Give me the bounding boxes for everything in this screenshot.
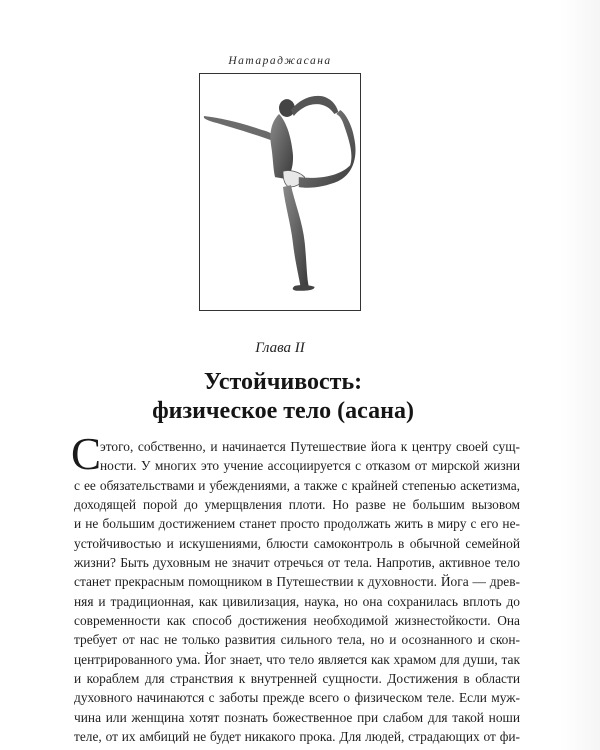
body-text: [74, 437, 520, 747]
text-line: центрированного ума. Йог знает, что тело является как храмом для души, так: [74, 651, 520, 667]
text-line: жизни? Быть духовным не значит отречься от тела. Напротив, активное тело: [74, 555, 520, 571]
chapter-title-line-2: физическое тело (асана): [152, 398, 414, 424]
chapter-title-line-1: Устойчивость:: [203, 369, 363, 395]
running-head: Натараджасана: [228, 55, 332, 67]
text-line: и кораблем для странствия к внутренней сущности. Достижения в области: [74, 671, 520, 687]
pose-photo: [199, 73, 361, 311]
text-line: требует от нас не только развития сильного тела, но и осознанного и скон-: [74, 632, 520, 648]
text-line: доходящей порой до умерщвления плоти. Но разве не большим вызовом: [74, 497, 520, 513]
yoga-pose-icon: [200, 74, 360, 310]
text-line: теле, от их амбиций не будет никакого прока. Для людей, страдающих от фи-: [74, 729, 520, 745]
text-line: и не большим достижением станет просто продолжать жить в миру с его не-: [74, 516, 520, 532]
text-line: с ее обязательствами и убеждениями, а также с крайней степенью аскетизма,: [74, 477, 520, 493]
text-line: станет прекрасным помощником в Путешествии к духовности. Йога — древ-: [74, 574, 520, 590]
scan-shadow: [560, 0, 600, 750]
drop-cap: С: [71, 429, 102, 479]
text-line: этого, собственно, и начинается Путешествие йога к центру своей сущ-: [100, 439, 520, 454]
chapter-title: [0, 368, 566, 426]
text-line: няя и традиционная, как цивилизация, наука, но она сохранилась вплоть до: [74, 593, 520, 609]
text-line: ности. У многих это учение ассоциируется с отказом от мирской жизни: [100, 458, 520, 474]
text-line: духовного начинаются с заботы прежде всего о физическом теле. Если муж-: [74, 690, 520, 706]
text-line: устойчивостью и искушениями, блюсти самоконтроль в обычной семейной: [74, 535, 520, 551]
text-line: современности как способ достижения необходимой жизнестойкости. Она: [74, 613, 520, 629]
text-line: чина или женщина хотят познать божественное при слабом для такой ноши: [74, 709, 520, 725]
chapter-label: Глава II: [255, 340, 305, 356]
